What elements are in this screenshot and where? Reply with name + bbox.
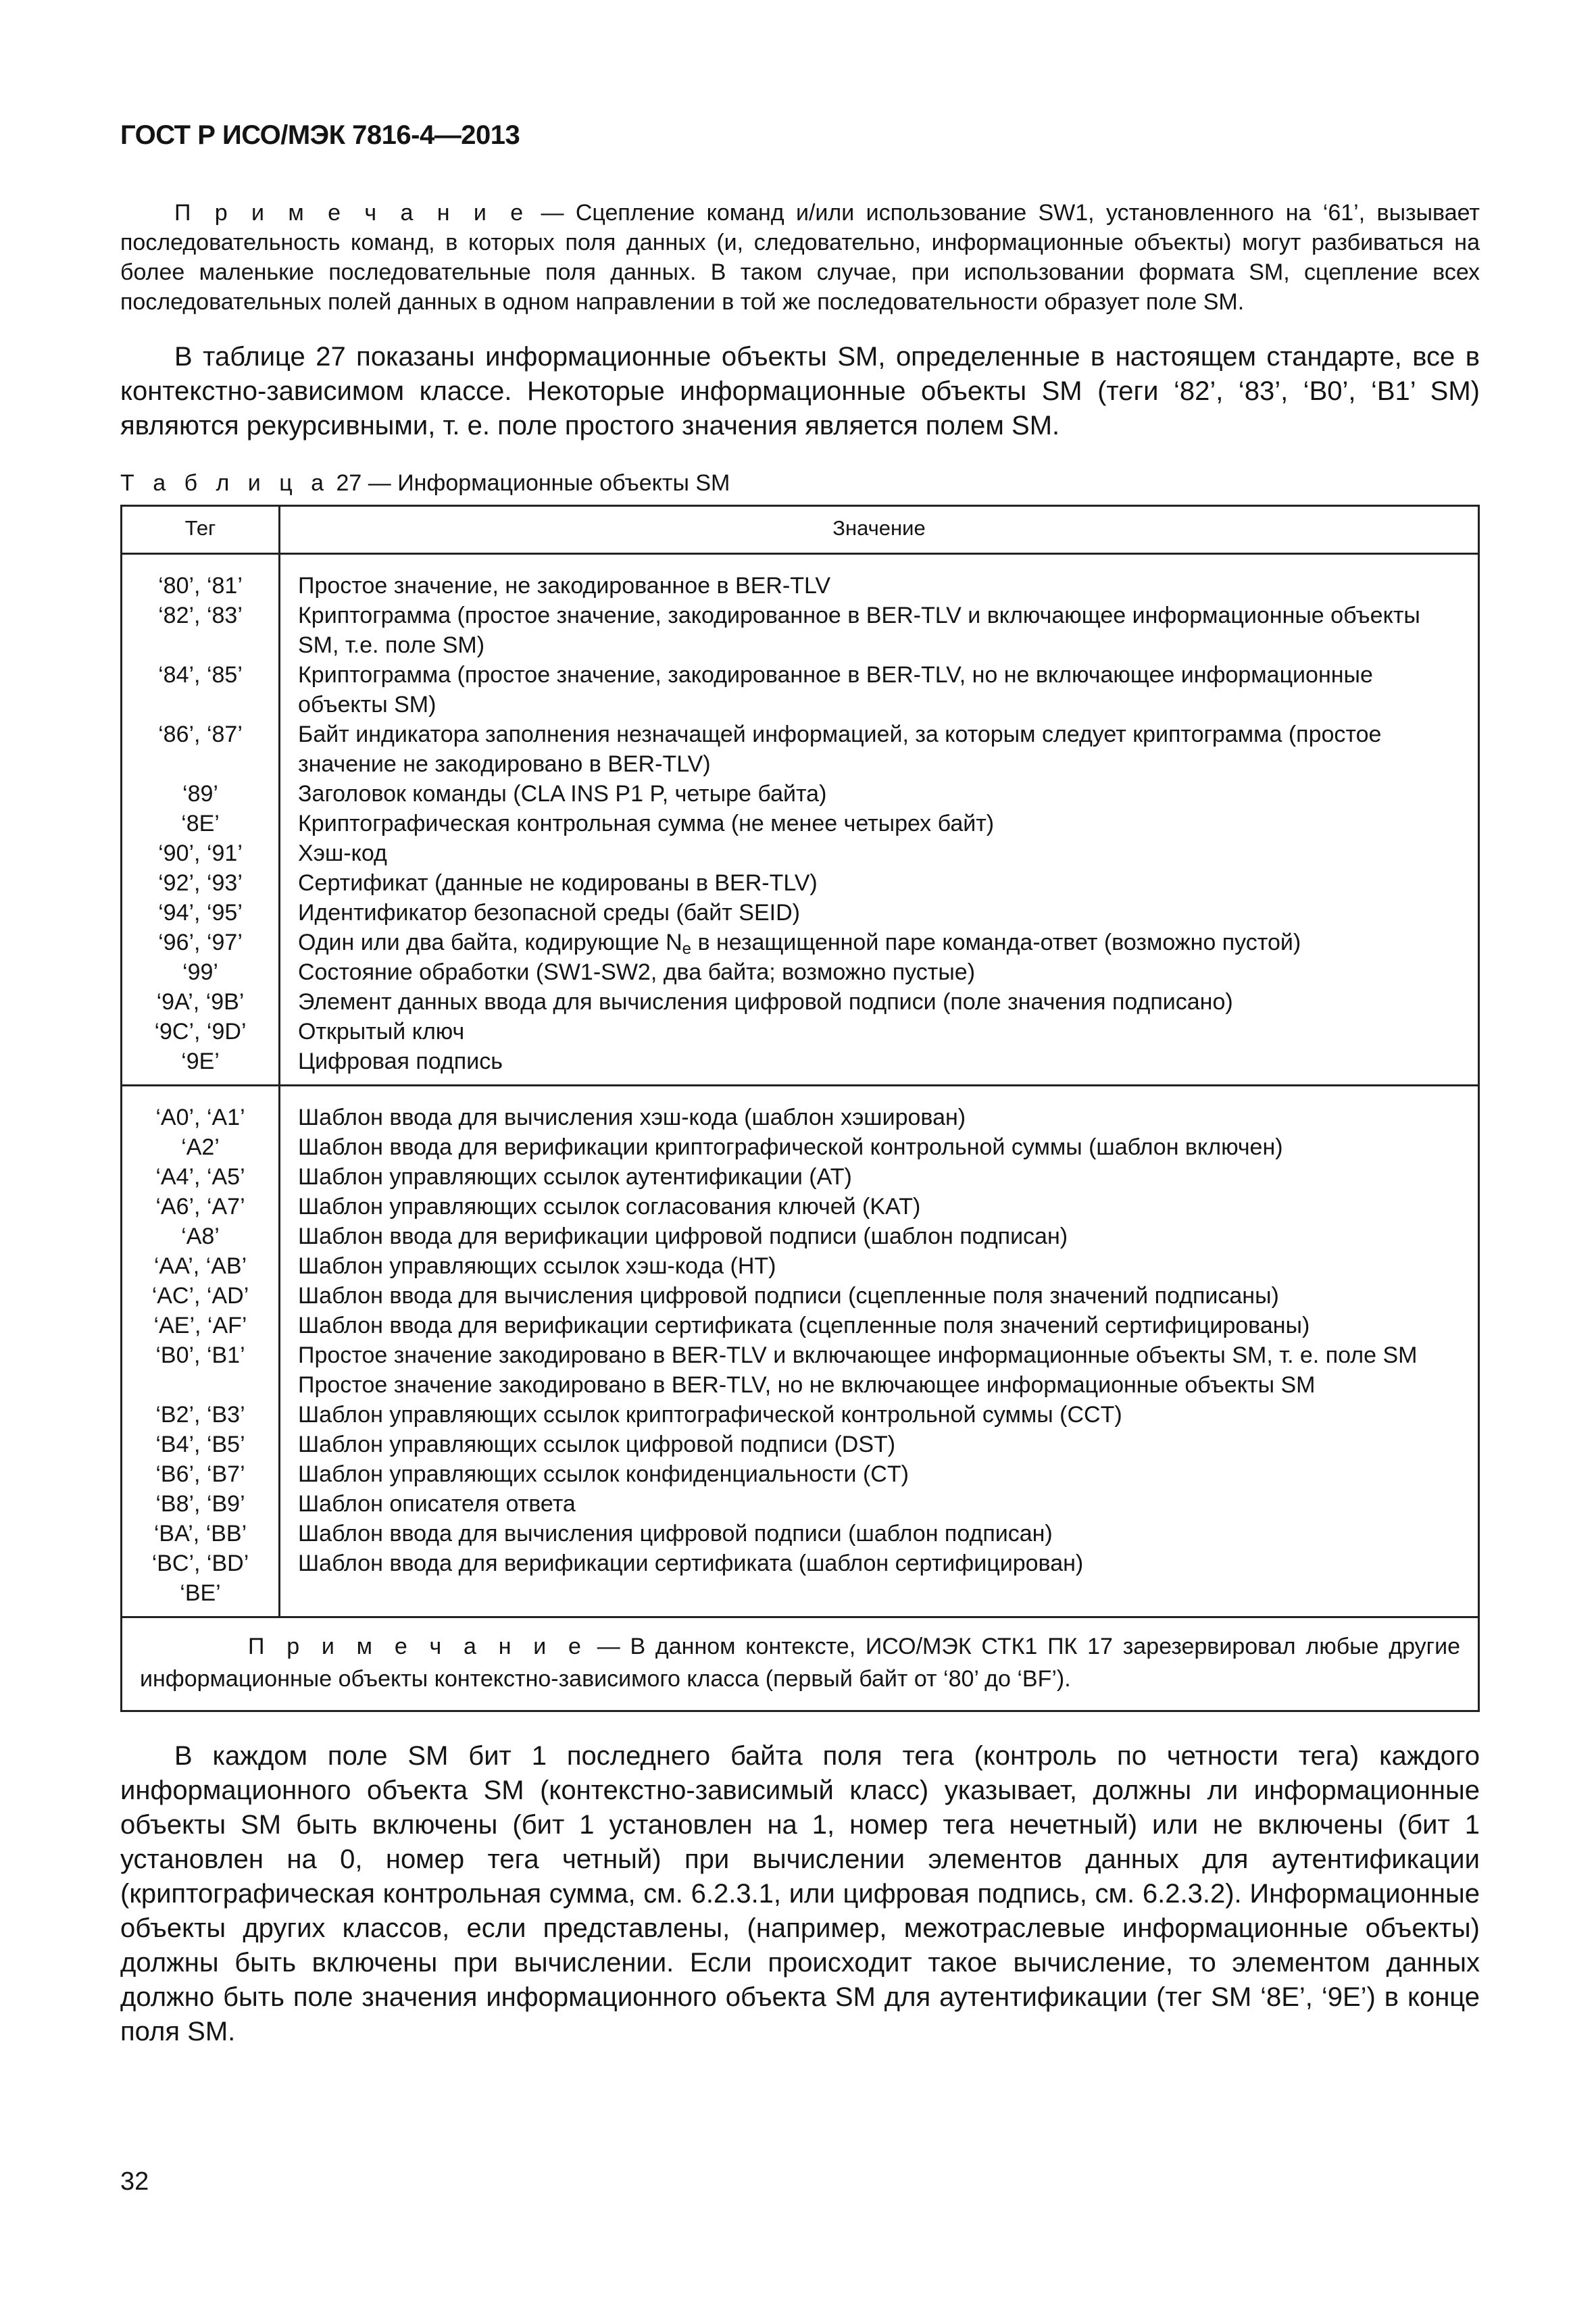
tag-cell: ‘86’, ‘87’ <box>158 722 243 747</box>
ne-subscript: e <box>682 940 691 958</box>
ne-text: Один или два байта, кодирующие N <box>298 930 682 955</box>
value-cell: Простое значение, не закодированное в BER-TLV <box>298 573 831 599</box>
tag-cell: ‘AC’, ‘AD’ <box>151 1283 249 1309</box>
table-caption <box>120 470 1480 497</box>
tag-cell: ‘AA’, ‘AB’ <box>153 1253 247 1279</box>
note-text: — Сцепление команд и/или использование SW1, установленного на ‘61’, вызывает последовательность команд, в которых поля данных (и, следовательно, информационные объекты) могут разбиваться на более маленькие последовательные поля данных. В таком случае, при использовании формата SM, сцепление всех последовательных полей данных в одном направлении в той же последовательности образует поле SM. <box>120 200 1480 315</box>
value-cell: Шаблон управляющих ссылок конфиденциальности (CT) <box>298 1461 909 1487</box>
tag-cell: ‘82’, ‘83’ <box>158 603 243 628</box>
table-group-1 <box>122 554 1479 1086</box>
document-page <box>120 120 1480 2076</box>
tag-cell: ‘9E’ <box>181 1049 220 1074</box>
tag-cell <box>126 1370 274 1400</box>
group2-values <box>280 1086 1479 1617</box>
tag-cell: ‘B0’, ‘B1’ <box>155 1342 245 1368</box>
tag-cell: ‘94’, ‘95’ <box>158 900 243 926</box>
tag-cell: ‘B6’, ‘B7’ <box>155 1461 245 1487</box>
value-cell: Криптограмма (простое значение, закодированное в BER-TLV и включающее информационные объекты SM, т.е. поле SM) <box>298 603 1420 658</box>
value-cell: Цифровая подпись <box>298 1049 503 1074</box>
value-cell: Криптографическая контрольная сумма (не менее четырех байт) <box>298 811 995 836</box>
value-cell: Байт индикатора заполнения незначащей информацией, за которым следует криптограмма (простое значение не закодировано в BER-TLV) <box>298 722 1382 777</box>
tag-cell: ‘90’, ‘91’ <box>158 840 243 866</box>
tag-cell: ‘9C’, ‘9D’ <box>154 1019 247 1045</box>
tag-cell: ‘BE’ <box>180 1580 221 1606</box>
tag-cell: ‘AE’, ‘AF’ <box>153 1313 247 1338</box>
group1-tags <box>122 554 280 1086</box>
tag-cell <box>126 630 274 660</box>
value-cell: Шаблон ввода для верификации сертификата (шаблон сертифицирован) <box>298 1551 1084 1576</box>
value-cell: Шаблон ввода для вычисления цифровой подписи (сцепленные поля значений подписаны) <box>298 1283 1279 1309</box>
tag-cell <box>126 749 274 779</box>
value-cell: Шаблон ввода для верификации криптографической контрольной суммы (шаблон включен) <box>298 1134 1283 1160</box>
value-cell: Шаблон управляющих ссылок аутентификации (AT) <box>298 1164 852 1190</box>
page-number: 32 <box>120 2167 149 2196</box>
paragraph-intro: В таблице 27 показаны информационные объекты SM, определенные в настоящем стандарте, все в контекстно-зависимом классе. Некоторые информационные объекты SM (теги ‘82’, ‘83’, ‘B0’, ‘B1’ SM) являются рекурсивными, т. е. поле простого значения является полем SM. <box>120 342 1480 441</box>
group2-tags <box>122 1086 280 1617</box>
tag-cell: ‘B4’, ‘B5’ <box>155 1432 245 1457</box>
value-cell: Состояние обработки (SW1-SW2, два байта; возможно пустые) <box>298 959 976 985</box>
table-caption-text: 27 — Информационные объекты SM <box>330 470 730 496</box>
value-cell: Заголовок команды (CLA INS P1 P, четыре байта) <box>298 781 827 807</box>
col-header-tag: Тег <box>122 506 280 554</box>
tag-cell: ‘8E’ <box>181 811 220 836</box>
tag-cell: ‘B2’, ‘B3’ <box>155 1402 245 1428</box>
ne-rest: в незащищенной паре команда-ответ (возможно пустой) <box>691 930 1301 955</box>
value-cell: Шаблон ввода для вычисления хэш-кода (шаблон хэширован) <box>298 1105 966 1130</box>
table-note-text: — В данном контексте, ИСО/МЭК СТК1 ПК 17 зарезервировал любые другие информационные объекты контекстно-зависимого класса (первый байт от ‘80’ до ‘BF’). <box>140 1634 1460 1692</box>
value-cell: Шаблон ввода для верификации цифровой подписи (шаблон подписан) <box>298 1224 1068 1249</box>
table-group-2 <box>122 1086 1479 1617</box>
col-header-value: Значение <box>280 506 1479 554</box>
tag-cell: ‘89’ <box>182 781 218 807</box>
value-cell: Шаблон описателя ответа <box>298 1491 576 1517</box>
tag-cell: ‘99’ <box>182 959 218 985</box>
tag-cell: ‘BC’, ‘BD’ <box>151 1551 249 1576</box>
value-cell: Криптограмма (простое значение, закодированное в BER-TLV, но не включающее информационные объекты SM) <box>298 662 1373 718</box>
table-caption-label: Т а б л и ц а <box>120 470 330 496</box>
value-cell: Шаблон ввода для верификации сертификата (сцепленные поля значений сертифицированы) <box>298 1313 1310 1338</box>
value-cell: Идентификатор безопасной среды (байт SEID) <box>298 900 800 926</box>
tag-cell: ‘80’, ‘81’ <box>158 573 243 599</box>
sm-objects-table <box>120 505 1480 1712</box>
table-note-row <box>122 1617 1479 1711</box>
tag-cell: ‘BA’, ‘BB’ <box>153 1521 247 1546</box>
table-note-label: П р и м е ч а н и е <box>248 1634 587 1659</box>
tag-cell: ‘84’, ‘85’ <box>158 662 243 688</box>
value-cell: Сертификат (данные не кодированы в BER-TLV) <box>298 870 818 896</box>
group1-values <box>280 554 1479 1086</box>
value-cell: Шаблон управляющих ссылок цифровой подписи (DST) <box>298 1432 896 1457</box>
value-cell: Шаблон управляющих ссылок криптографической контрольной суммы (CCT) <box>298 1402 1122 1428</box>
value-cell: Шаблон ввода для вычисления цифровой подписи (шаблон подписан) <box>298 1521 1053 1546</box>
value-cell: Хэш-код <box>298 840 387 866</box>
tag-cell: ‘A6’, ‘A7’ <box>155 1194 245 1219</box>
tag-cell: ‘96’, ‘97’ <box>158 930 243 955</box>
tag-cell: ‘A0’, ‘A1’ <box>155 1105 245 1130</box>
value-cell: Элемент данных ввода для вычисления цифровой подписи (поле значения подписано) <box>298 989 1233 1015</box>
tag-cell: ‘A8’ <box>181 1224 220 1249</box>
standard-header: ГОСТ Р ИСО/МЭК 7816-4—2013 <box>120 120 520 150</box>
value-cell: Простое значение закодировано в BER-TLV, но не включающее информационные объекты SM <box>298 1372 1316 1398</box>
value-cell <box>298 928 1463 957</box>
tag-cell: ‘A2’ <box>181 1134 220 1160</box>
value-cell: Шаблон управляющих ссылок согласования ключей (KAT) <box>298 1194 921 1219</box>
paragraph-parity: В каждом поле SM бит 1 последнего байта поля тега (контроль по четности тега) каждого информационного объекта SM (контекстно-зависимый класс) указывает, должны ли информационные объекты SM быть включены (бит 1 установлен на 1, номер тега нечетный) или не включены (бит 1 установлен на 0, номер тега четный) при вычислении элементов данных для аутентификации (криптографическая контрольная сумма, см. 6.2.3.1, или цифровая подпись, см. 6.2.3.2). Информационные объекты других классов, если представлены, (например, межотраслевые информационные объекты) должны быть включены при вычислении. Если происходит такое вычисление, то элементом данных должно быть поле значения информационного объекта SM для аутентификации (тег SM ‘8E’, ‘9E’) в конце поля SM. <box>120 1741 1480 2046</box>
tag-cell: ‘9A’, ‘9B’ <box>156 989 245 1015</box>
note-label: П р и м е ч а н и е <box>174 200 530 226</box>
tag-cell: ‘92’, ‘93’ <box>158 870 243 896</box>
value-cell: Открытый ключ <box>298 1019 465 1045</box>
tag-cell: ‘B8’, ‘B9’ <box>155 1491 245 1517</box>
table-note <box>122 1617 1479 1711</box>
value-cell: Шаблон управляющих ссылок хэш-кода (HT) <box>298 1253 776 1279</box>
tag-cell: ‘A4’, ‘A5’ <box>155 1164 245 1190</box>
note-top <box>120 198 1480 317</box>
tag-cell <box>126 690 274 720</box>
value-cell: Простое значение закодировано в BER-TLV и включающее информационные объекты SM, т. е. поле SM <box>298 1342 1418 1368</box>
